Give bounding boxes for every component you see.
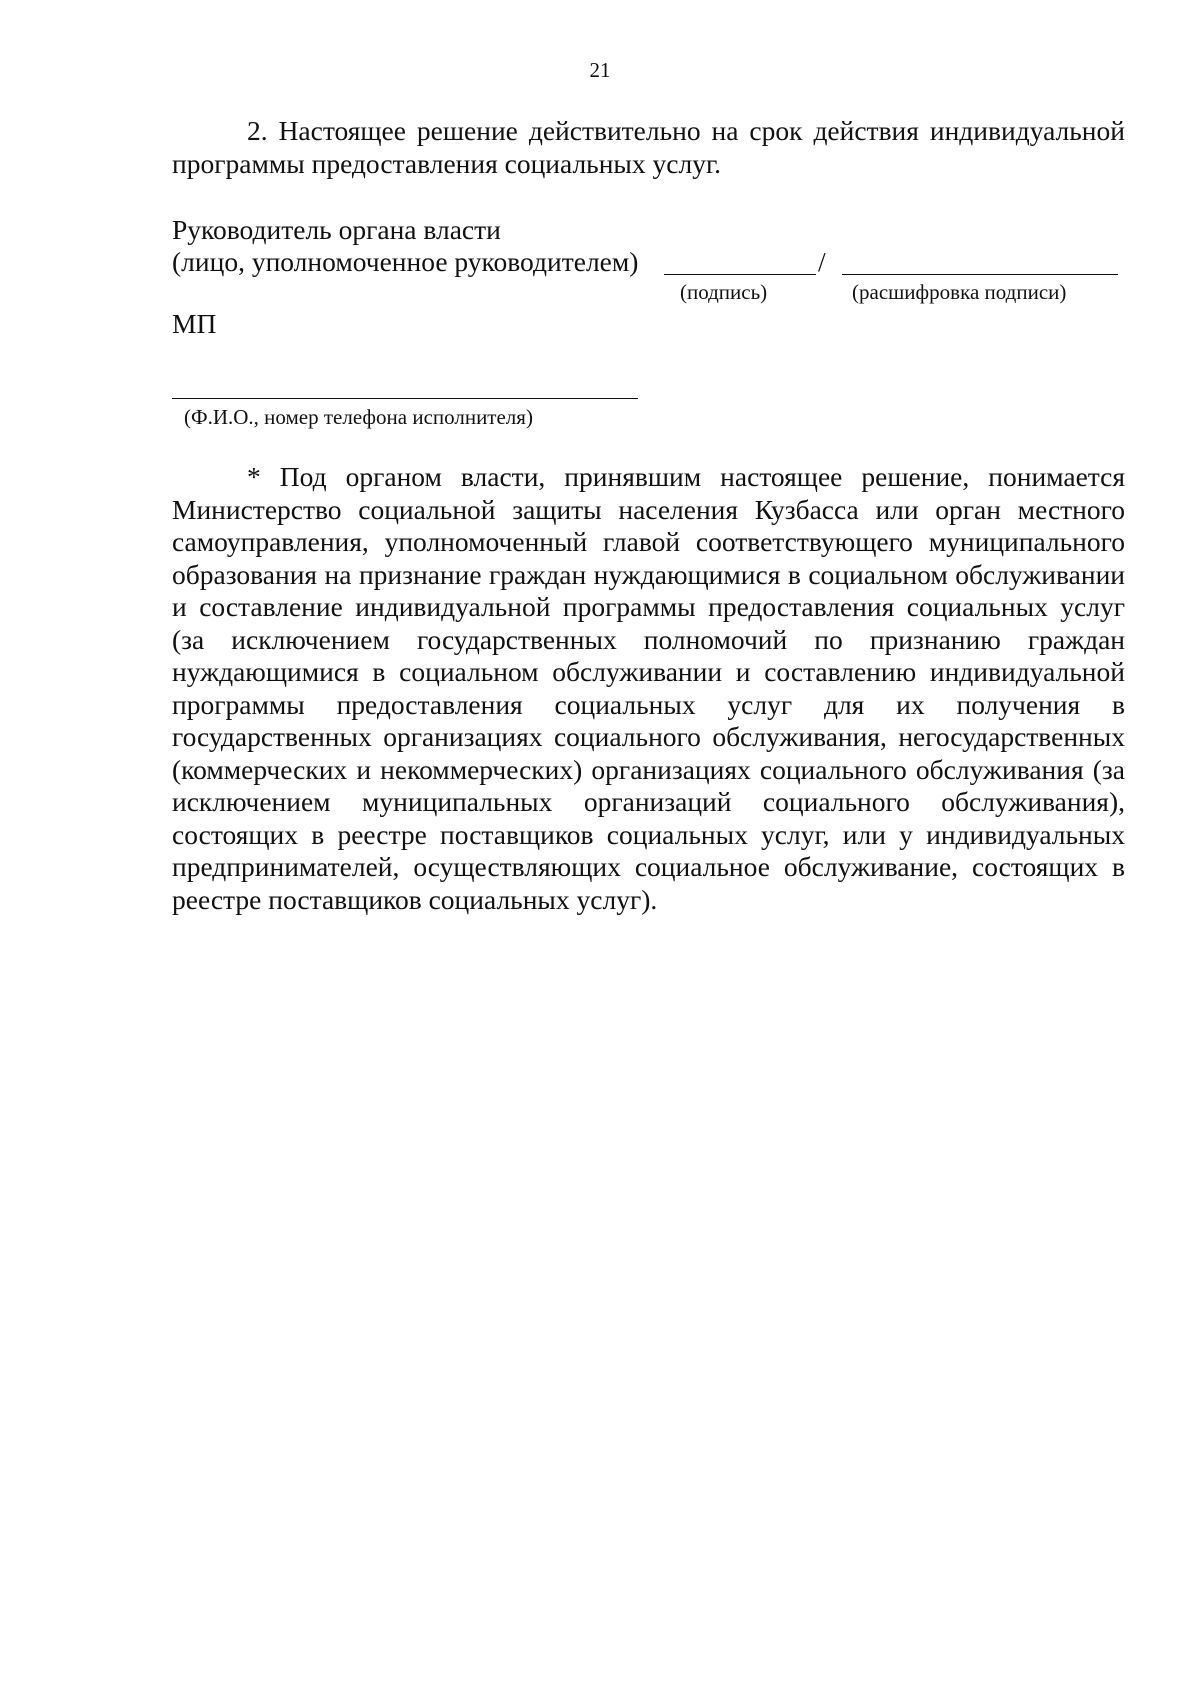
signature-decoding-caption: (расшифровка подписи) — [852, 280, 1067, 304]
page-number: 21 — [589, 58, 611, 82]
signature-decoding-blank-line — [842, 274, 1118, 275]
paragraph-validity: 2. Настоящее решение действительно на срок действия индивидуальной программы предоставления социальных услуг. — [172, 115, 1125, 179]
executor-caption: (Ф.И.О., номер телефона исполнителя) — [184, 405, 533, 429]
signatory-authorized-person: (лицо, уполномоченное руководителем) — [172, 246, 639, 277]
signature-blank-line — [664, 274, 816, 275]
stamp-place-label: МП — [172, 308, 217, 339]
signature-caption: (подпись) — [680, 280, 768, 304]
executor-blank-line — [172, 398, 638, 399]
footnote-paragraph: * Под органом власти, принявшим настоящее решение, понимается Министерство социальной защиты населения Кузбасса или орган местного самоуправления, уполномоченный главой соответствующего муниципального образования на признание граждан нуждающимися в социальном обслуживании и составление индивидуальной программы предоставления социальных услуг (за исключением государственных полномочий по признанию граждан нуждающимися в социальном обслуживании и составлению индивидуальной программы предоставления социальных услуг для их получения в государственных организациях социального обслуживания, негосударственных (коммерческих и некоммерческих) организациях социального обслуживания (за исключением муниципальных организаций социального обслуживания), состоящих в реестре поставщиков социальных услуг, или у индивидуальных предпринимателей, осуществляющих социальное обслуживание, состоящих в реестре поставщиков социальных услуг). — [172, 461, 1125, 915]
signature-separator: / — [818, 246, 826, 277]
signatory-title: Руководитель органа власти — [172, 214, 501, 245]
